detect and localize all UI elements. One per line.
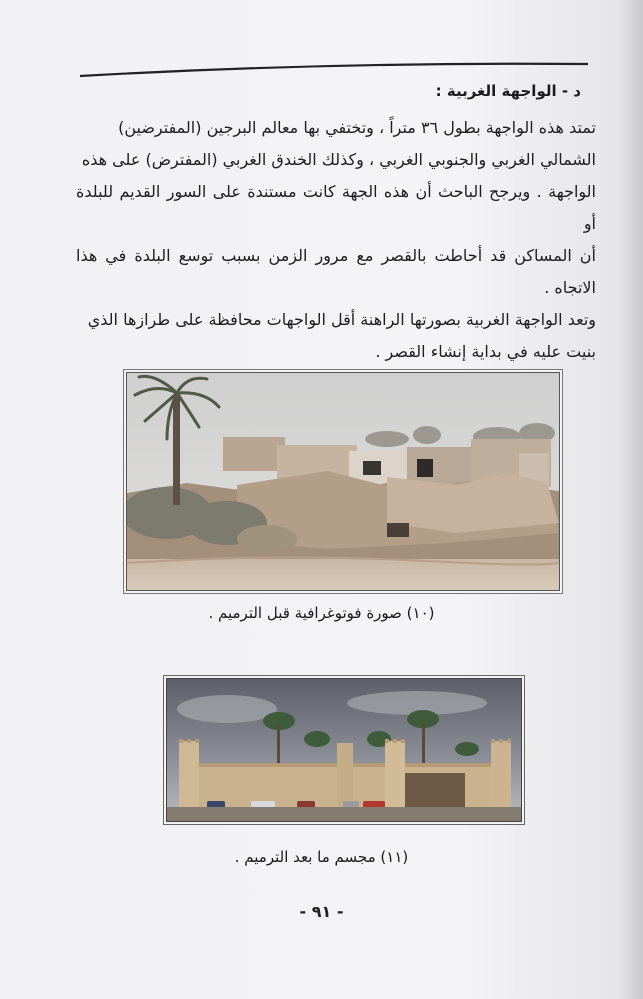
header-rule: [78, 60, 590, 78]
section-heading: د - الواجهة الغربية :: [435, 82, 581, 100]
paragraph-line: الواجهة . ويرجح الباحث أن هذه الجهة كانت مستندة على السور القديم للبلدة أو: [76, 182, 596, 233]
paragraph-line: تمتد هذه الواجهة بطول ٣٦ متراً ، وتختفي بها معالم البرجين (المفترضين): [118, 118, 596, 137]
figure-10-caption: (١٠) صورة فوتوغرافية قبل الترميم .: [208, 604, 435, 622]
figure-11-render: [166, 678, 522, 822]
body-paragraph: [76, 112, 596, 368]
paragraph-line: وتعد الواجهة الغربية بصورتها الراهنة أقل الواجهات محافظة على طرازها الذي: [87, 310, 596, 329]
figure-11-caption: (١١) مجسم ما بعد الترميم .: [234, 848, 409, 866]
restored-fort-illustration: [167, 679, 521, 821]
page-number: - ٩١ -: [299, 902, 344, 921]
paragraph-line: أن المساكن قد أحاطت بالقصر مع مرور الزمن بسبب توسع البلدة في هذا الاتجاه .: [76, 246, 596, 297]
figure-10-photo: [126, 372, 560, 591]
ruins-photo-illustration: [127, 373, 559, 590]
paragraph-line: الشمالي الغربي والجنوبي الغربي ، وكذلك الخندق الغربي (المفترض) على هذه: [81, 150, 596, 169]
paragraph-line: بنيت عليه في بداية إنشاء القصر .: [375, 342, 596, 361]
